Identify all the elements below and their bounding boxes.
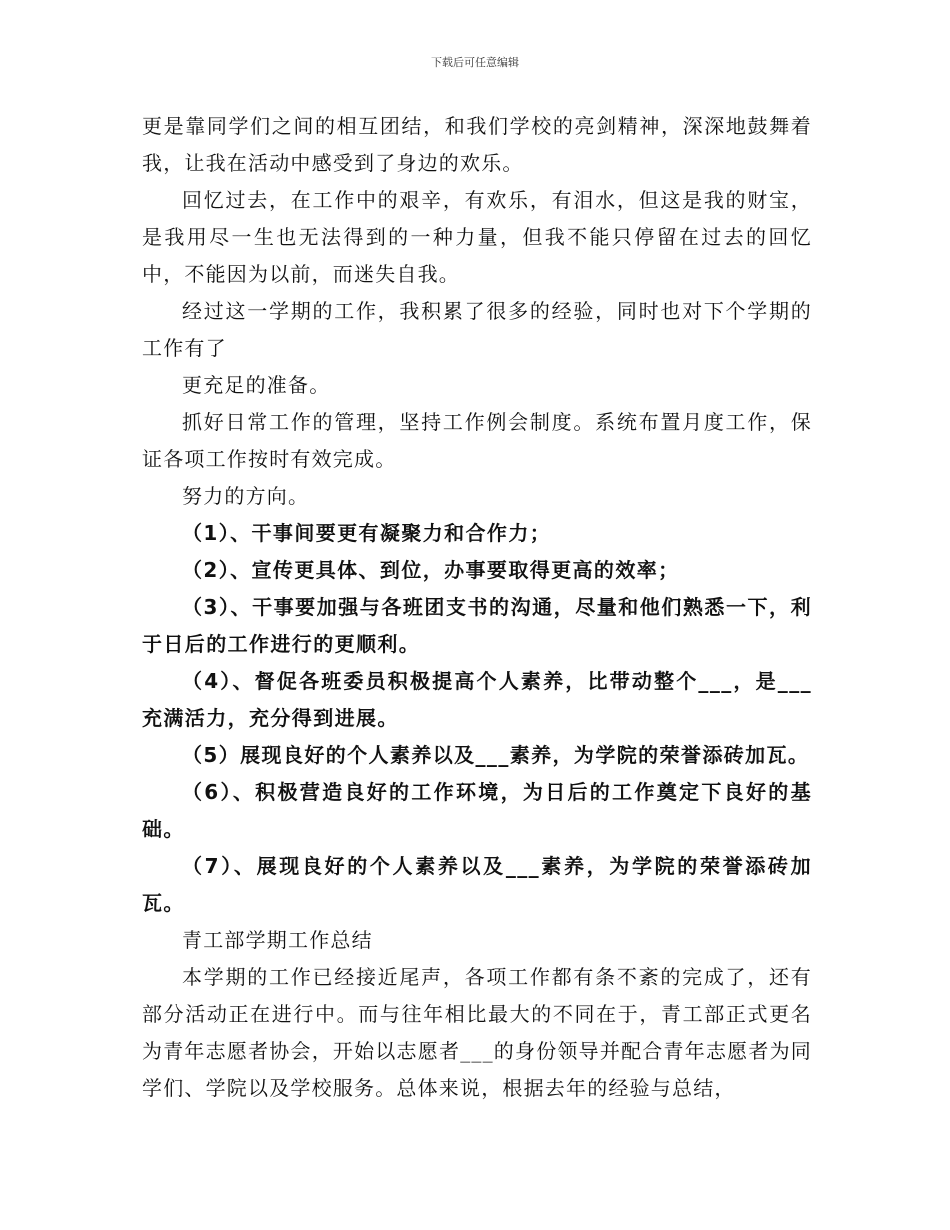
paragraph-continuation: 更是靠同学们之间的相互团结，和我们学校的亮剑精神，深深地鼓舞着我，让我在活动中感受到了身边的欢乐。 [142, 114, 812, 175]
paragraph-recollection: 回忆过去，在工作中的艰辛，有欢乐，有泪水，但这是我的财宝，是我用尽一生也无法得到的一种力量，但我不能只停留在过去的回忆中，不能因为以前，而迷失自我。 [142, 188, 812, 286]
list-item-6: （6）、积极营造良好的工作环境，为日后的工作奠定下良好的基础。 [142, 780, 812, 841]
section-heading: 青工部学期工作总结 [182, 928, 373, 952]
list-item-4: （4）、督促各班委员积极提高个人素养，比带动整个___，是___充满活力，充分得到进展。 [142, 669, 812, 730]
list-item-1: （1）、干事间要更有凝聚力和合作力； [182, 521, 552, 545]
paragraph-experience: 经过这一学期的工作，我积累了很多的经验，同时也对下个学期的工作有了 [142, 299, 812, 360]
paragraph-summary: 本学期的工作已经接近尾声，各项工作都有条不紊的完成了，还有部分活动正在进行中。而与往年相比最大的不同在于，青工部正式更名为青年志愿者协会，开始以志愿者___的身份领导并配合青年志愿者为同学们、学院以及学校服务。总体来说，根据去年的经验与总结， [142, 965, 812, 1100]
document-body [142, 108, 812, 1107]
paragraph-direction: 努力的方向。 [182, 484, 310, 508]
list-item-7: （7）、展现良好的个人素养以及___素养，为学院的荣誉添砖加瓦。 [142, 854, 812, 915]
list-item-5: （5）展现良好的个人素养以及___素养，为学院的荣誉添砖加瓦。 [182, 743, 810, 767]
list-item-3: （3）、干事要加强与各班团支书的沟通，尽量和他们熟悉一下，利于日后的工作进行的更顺利。 [142, 595, 812, 656]
page-header: 下载后可任意编辑 [431, 56, 519, 69]
paragraph-preparation: 更充足的准备。 [182, 373, 331, 397]
list-item-2: （2）、宣传更具体、到位，办事要取得更高的效率； [182, 558, 680, 582]
paragraph-management: 抓好日常工作的管理，坚持工作例会制度。系统布置月度工作，保证各项工作按时有效完成。 [142, 410, 812, 471]
